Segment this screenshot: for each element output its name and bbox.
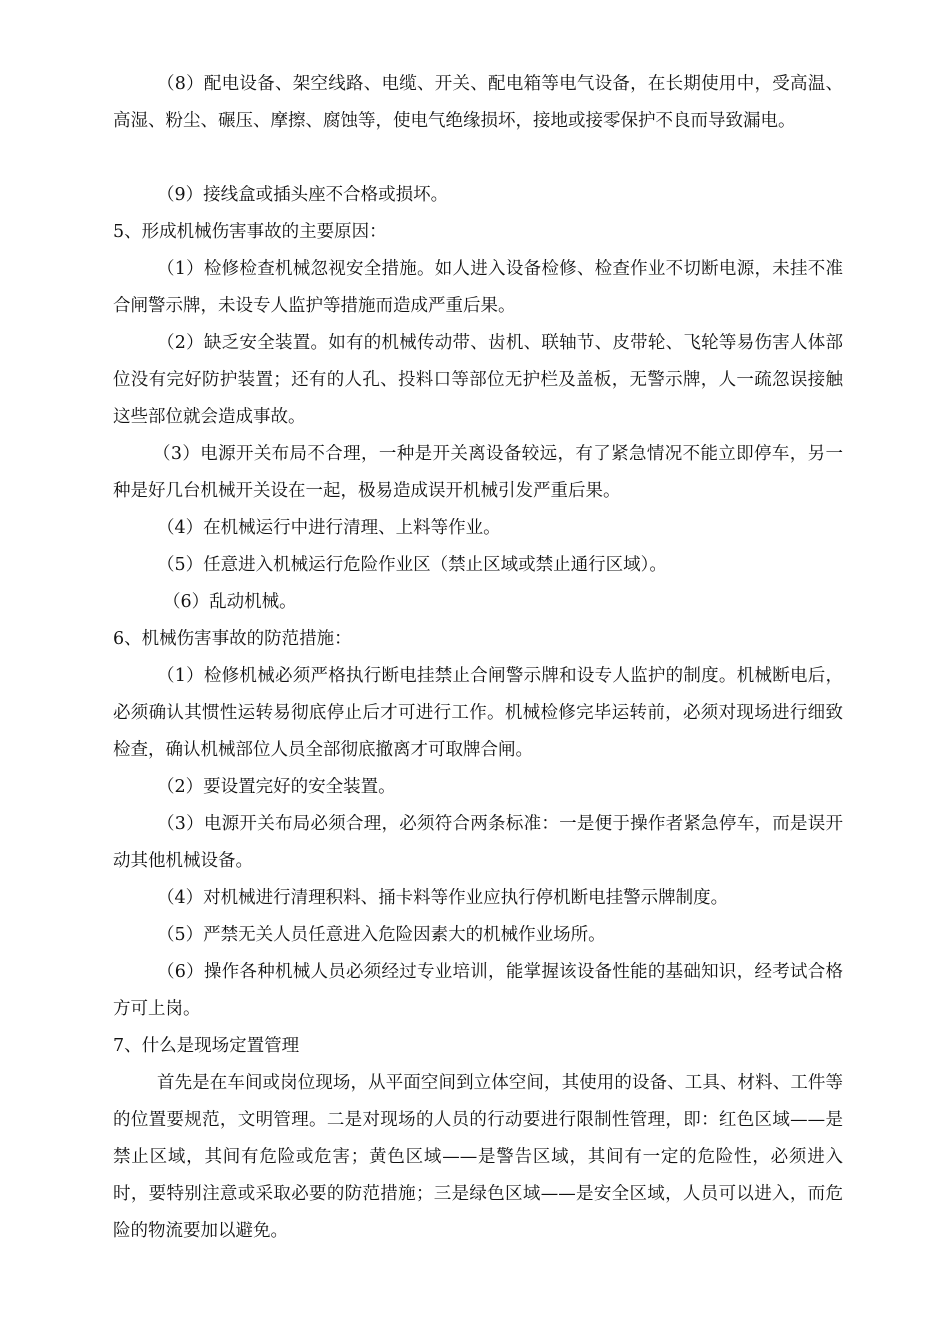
paragraph-8-electrical-equipment: （8）配电设备、架空线路、电缆、开关、配电箱等电气设备，在长期使用中，受高温、高湿、粉尘、碾压、摩擦、腐蚀等，使电气绝缘损坏，接地或接零保护不良而导致漏电。 bbox=[113, 74, 843, 131]
section-heading-7: 7、什么是现场定置管理 bbox=[113, 1036, 300, 1056]
paragraph-5-5: （5）任意进入机械运行危险作业区（禁止区域或禁止通行区域）。 bbox=[157, 555, 667, 575]
paragraph-6-2: （2）要设置完好的安全装置。 bbox=[157, 777, 396, 797]
paragraph-7-body: 首先是在车间或岗位现场，从平面空间到立体空间，其使用的设备、工具、材料、工件等的位置要规范，文明管理。二是对现场的人员的行动要进行限制性管理，即：红色区域——是禁止区域，其间有危险或危害；黄色区域——是警告区域，其间有一定的危险性，必须进入时，要特别注意或采取必要的防范措施；三是绿色区域——是安全区域，人员可以进入，而危险的物流要加以避免。 bbox=[113, 1073, 843, 1241]
paragraph-6-1: （1）检修机械必须严格执行断电挂禁止合闸警示牌和设专人监护的制度。机械断电后，必须确认其惯性运转易彻底停止后才可进行工作。机械检修完毕运转前，必须对现场进行细致检查，确认机械部位人员全部彻底撤离才可取牌合闸。 bbox=[113, 666, 843, 760]
section-heading-5: 5、形成机械伤害事故的主要原因： bbox=[113, 222, 387, 242]
paragraph-6-5: （5）严禁无关人员任意进入危险因素大的机械作业场所。 bbox=[157, 925, 606, 945]
paragraph-5-3: （3）电源开关布局不合理，一种是开关离设备较远，有了紧急情况不能立即停车，另一种是好几台机械开关设在一起，极易造成误开机械引发严重后果。 bbox=[113, 444, 843, 501]
section-heading-6: 6、机械伤害事故的防范措施： bbox=[113, 629, 352, 649]
paragraph-5-4: （4）在机械运行中进行清理、上料等作业。 bbox=[157, 518, 501, 538]
paragraph-5-1: （1）检修检查机械忽视安全措施。如人进入设备检修、检查作业不切断电源，未挂不准合闸警示牌，未设专人监护等措施而造成严重后果。 bbox=[113, 259, 843, 316]
paragraph-5-2: （2）缺乏安全装置。如有的机械传动带、齿机、联轴节、皮带轮、飞轮等易伤害人体部位没有完好防护装置；还有的人孔、投料口等部位无护栏及盖板，无警示牌，人一疏忽误接触这些部位就会造成事故。 bbox=[113, 333, 843, 427]
paragraph-6-4: （4）对机械进行清理积料、捅卡料等作业应执行停机断电挂警示牌制度。 bbox=[157, 888, 729, 908]
paragraph-6-3: （3）电源开关布局必须合理，必须符合两条标准：一是便于操作者紧急停车，而是误开动其他机械设备。 bbox=[113, 814, 843, 871]
paragraph-6-6: （6）操作各种机械人员必须经过专业培训，能掌握该设备性能的基础知识，经考试合格方可上岗。 bbox=[113, 962, 843, 1019]
paragraph-9-junction-box: （9）接线盒或插头座不合格或损坏。 bbox=[157, 185, 449, 205]
paragraph-5-6: （6）乱动机械。 bbox=[163, 592, 297, 612]
